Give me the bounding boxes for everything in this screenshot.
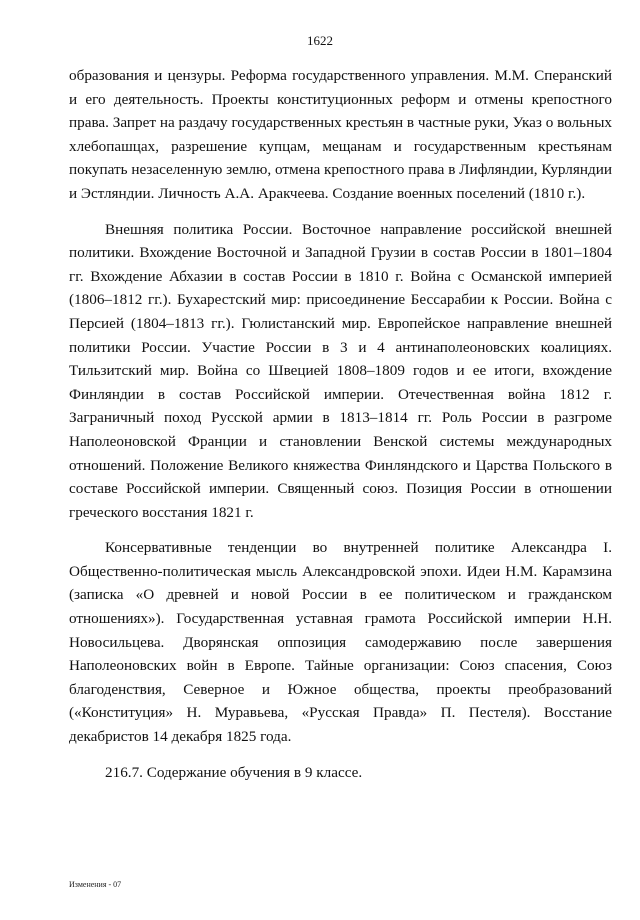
footer-revision-note: Изменения - 07 <box>69 880 122 889</box>
paragraph-foreign-policy: Внешняя политика России. Восточное направление российской внешней политики. Вхождение Восточной и Западной Грузии в состав России в 1801–1804 гг. Вхождение Абхазии в состав России в 1810 г. Война с Османской империей (1806–1812 гг.). Бухарестский мир: присоединение Бессарабии к России. Война с Персией (1804–1813 гг.). Гюлистанский мир. Европейское направление внешней политики России. Участие России в 3 и 4 антинаполеоновских коалициях. Тильзитский мир. Война со Швецией 1808–1809 годов и ее итоги, вхождение Финляндии в состав Российской империи. Отечественная война 1812 г. Заграничный поход Русской армии в 1813–1814 гг. Роль России в разгроме Наполеоновской Франции и становлении Венской системы международных отношений. Положение Великого княжества Финляндского и Царства Польского в составе Российской империи. Священный союз. Позиция России в отношении греческого восстания 1821 г. <box>69 220 612 521</box>
page-number: 1622 <box>307 33 333 48</box>
paragraph-conservative-tendencies: Консервативные тенденции во внутренней политике Александра I. Общественно-политическая мысль Александровской эпохи. Идеи Н.М. Карамзина (записка «О древней и новой России в ее политическом и гражданском отношениях»). Государственная уставная грамота Российской империи Н.Н. Новосильцева. Дворянская оппозиция самодержавию после завершения Наполеоновских войн в Европе. Тайные организации: Союз спасения, Союз благоденствия, Северное и Южное общества, проекты преобразований («Конституция» Н. Муравьева, «Русская Правда» П. Пестеля). Восстание декабристов 14 декабря 1825 года. <box>69 539 612 746</box>
paragraph-section-heading: 216.7. Содержание обучения в 9 классе. <box>105 763 363 781</box>
paragraph-speransky-reforms: образования и цензуры. Реформа государственного управления. М.М. Сперанский и его деятельность. Проекты конституционных реформ и отмены крепостного права. Запрет на раздачу государственных крестьян в частные руки, Указ о вольных хлебопашцах, разрешение купцам, мещанам и государственным крестьянам покупать незаселенную землю, отмена крепостного права в Лифляндии, Курляндии и Эстляндии. Личность А.А. Аракчеева. Создание военных поселений (1810 г.). <box>69 67 612 202</box>
body-text <box>69 64 612 784</box>
